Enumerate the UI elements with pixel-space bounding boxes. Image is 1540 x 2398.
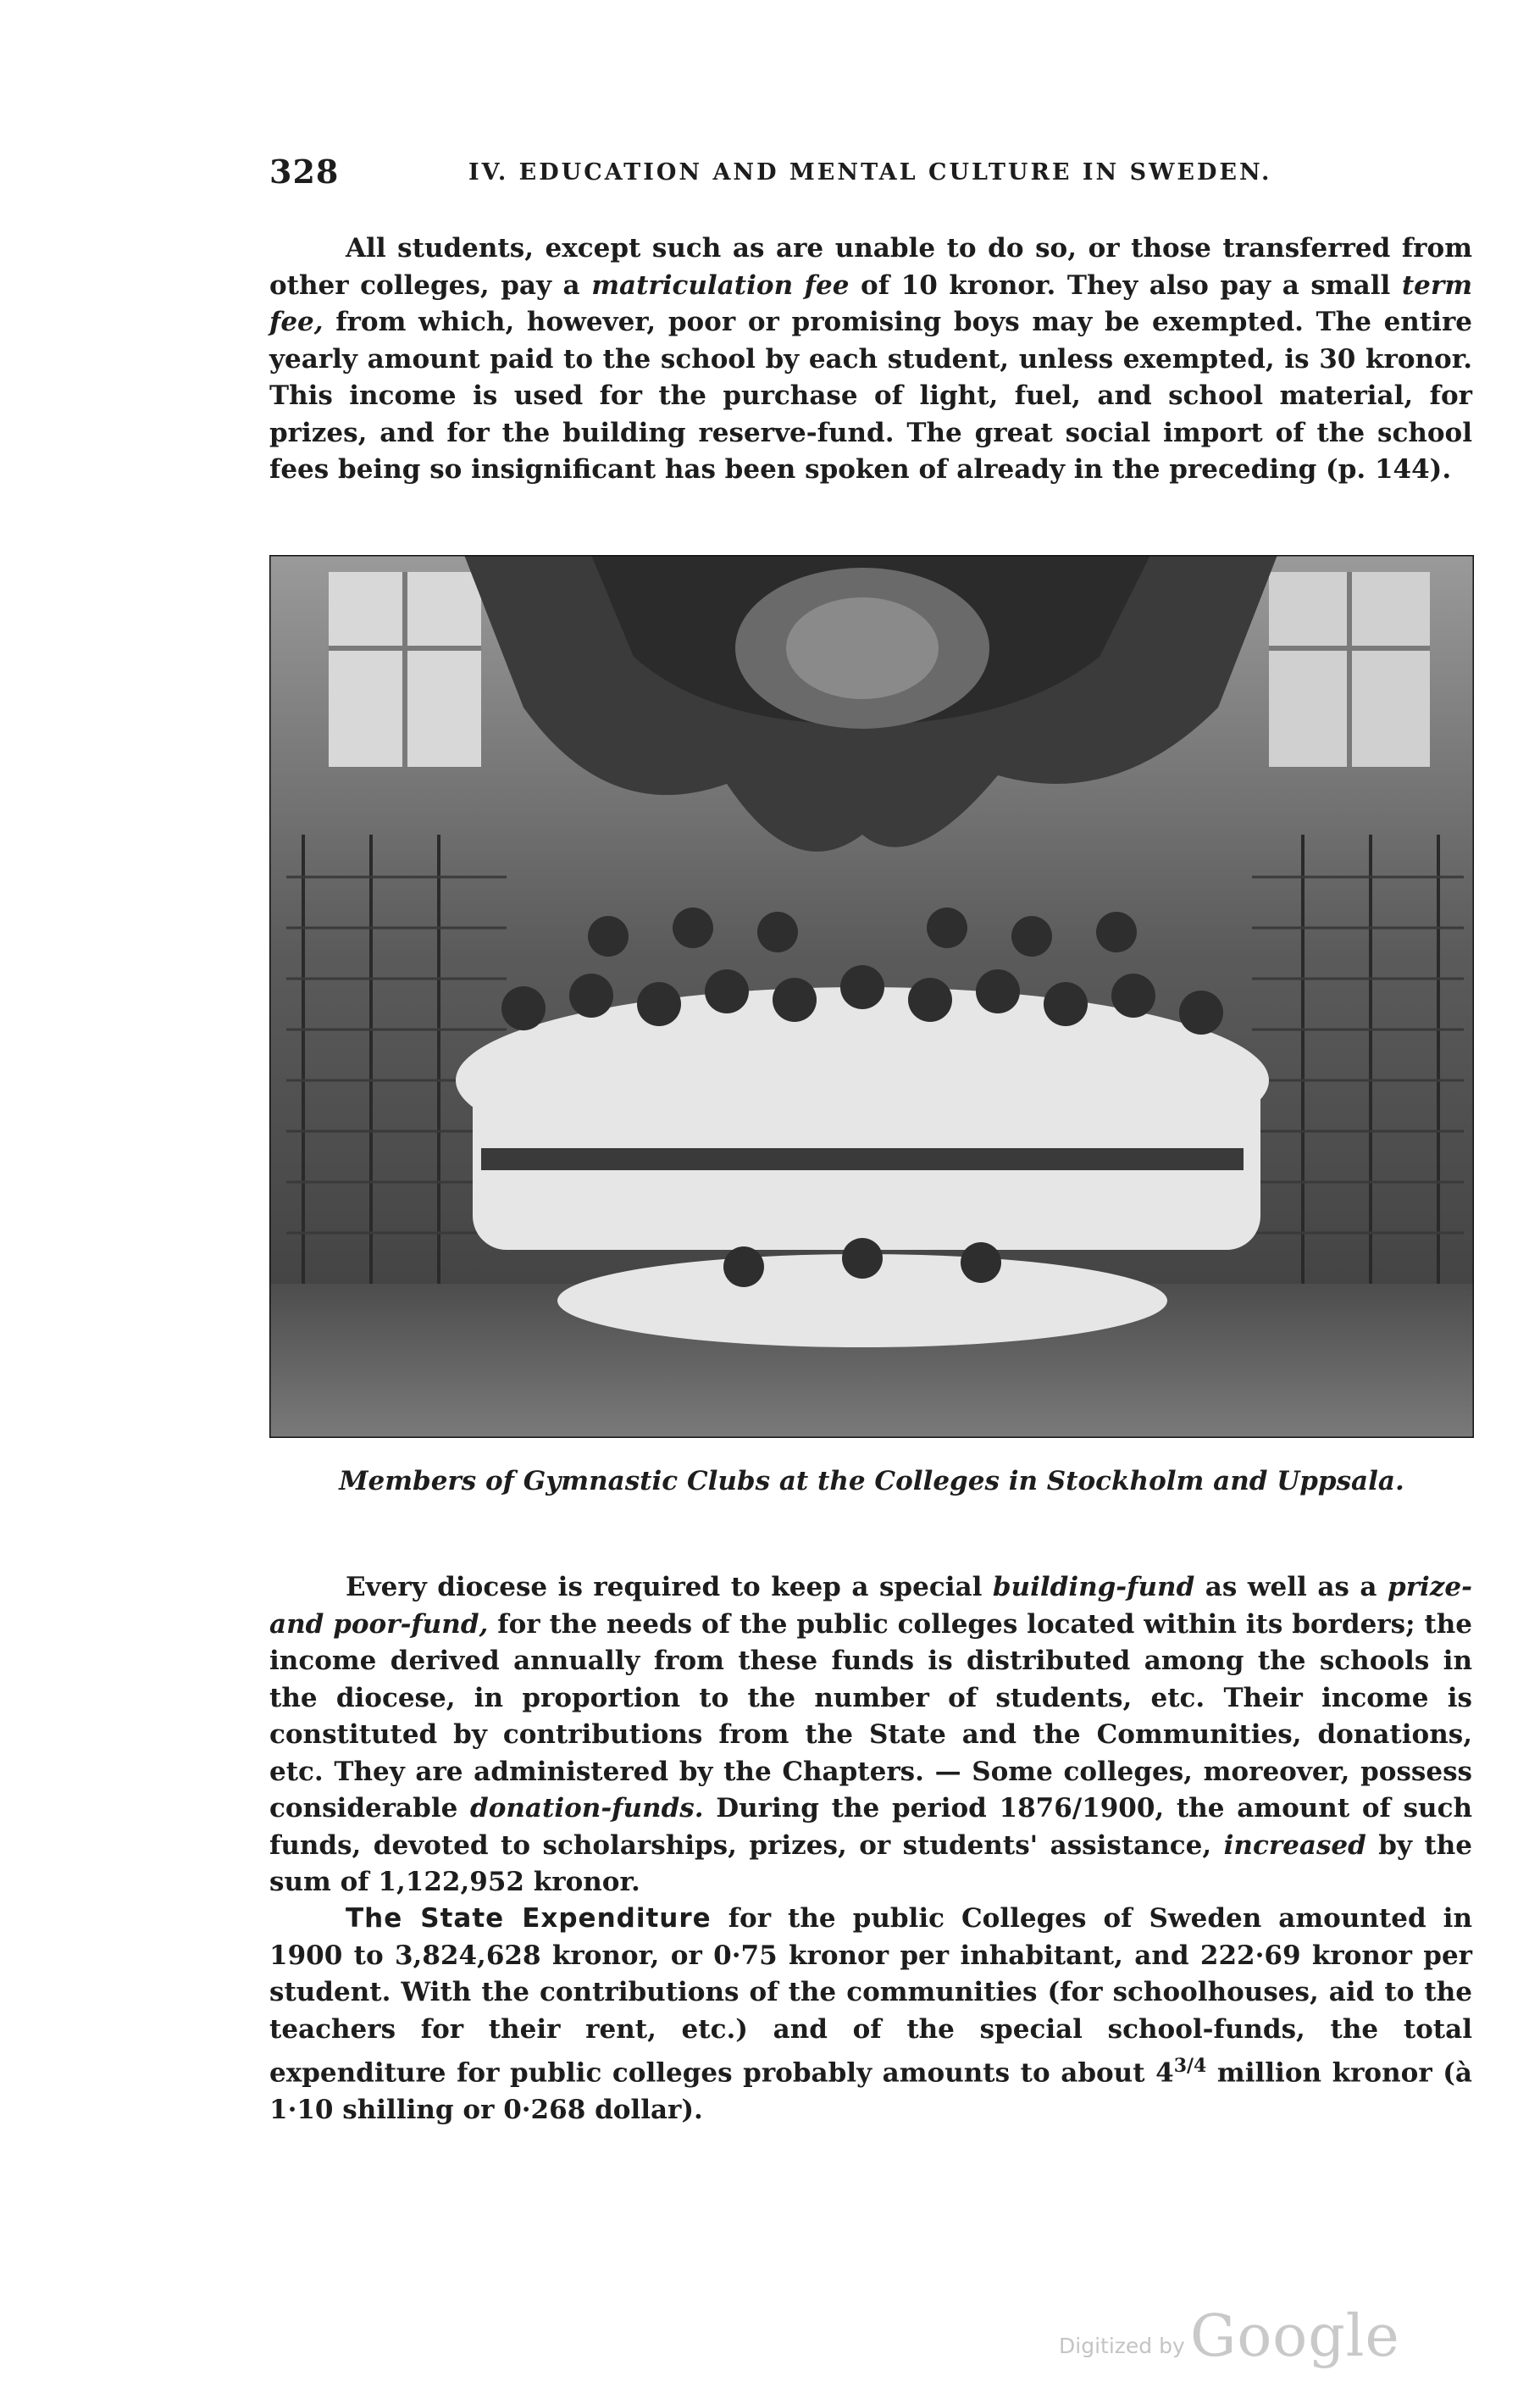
- text-run: as well as a: [1194, 1572, 1388, 1602]
- text-run: All students, except such as are unable to do so, or those transferred from other colleges, pay a: [269, 233, 1472, 301]
- text-run: Every diocese is required to keep a special: [346, 1572, 993, 1602]
- text-run: for the public Colleges of Sweden amounted in 1900 to 3,824,628 kronor, or 0·75 kronor per inhabitant, and 222·69 kronor per student. With the contributions of the communities (for schoolhouses, aid to the teachers for their rent, etc.) and of the special school-funds, the total expenditure for public colleges probably amounts to about 4: [269, 1903, 1472, 2089]
- watermark-prefix: Digitized by: [1059, 2334, 1185, 2358]
- paragraph-funds: [269, 1569, 1472, 1901]
- italic-term: prize- and poor-fund,: [269, 1572, 1472, 1640]
- paragraph-fees: [269, 230, 1472, 489]
- text-run: from which, however, poor or promising boys may be exempted. The entire yearly amount paid to the school by each student, unless exempted, is 30 kronor. This income is used for the purchase of light, fuel, and school material, for prizes, and for the building reserve-fund. The great social import of the school fees being so insignificant has been spoken of already in the preceding (p. 144).: [269, 307, 1472, 485]
- text-run: million kronor (à 1·10 shilling or 0·268 dollar).: [269, 2057, 1472, 2125]
- italic-term: increased: [1223, 1829, 1366, 1861]
- google-watermark: [1059, 2303, 1415, 2370]
- gymnastic-clubs-photo: [269, 555, 1474, 1438]
- google-logo: Google: [1190, 2303, 1400, 2370]
- italic-term: term fee,: [269, 269, 1473, 337]
- text-run: During the period 1876/1900, the amount of such funds, devoted to scholarships, prizes, or students' assistance,: [269, 1793, 1472, 1861]
- text-run: by the sum of 1,122,952 kronor.: [269, 1829, 1472, 1897]
- running-title: IV. EDUCATION AND MENTAL CULTURE IN SWEDEN.: [468, 159, 1272, 186]
- italic-term: donation-funds.: [470, 1793, 704, 1823]
- page-header: [269, 153, 1489, 203]
- text-run: for the needs of the public colleges located within its borders; the income derived annually from these funds is distributed among the schools in the diocese, in proportion to the number of students, etc. Their income is constituted by contributions from the State and the Communities, donations, etc. They are administered by the Chapters. — Some colleges, moreover, possess considerable: [269, 1608, 1473, 1823]
- page-number: 328: [269, 153, 340, 191]
- text-run: of 10 kronor. They also pay a small: [849, 269, 1402, 301]
- figure-caption: Members of Gymnastic Clubs at the Colleges in Stockholm and Uppsala.: [339, 1466, 1404, 1496]
- italic-term: building-fund: [992, 1572, 1195, 1602]
- fraction: 3/4: [1173, 2055, 1207, 2077]
- section-lead: The State Expenditure: [346, 1903, 712, 1934]
- italic-term: matriculation fee: [591, 269, 850, 301]
- paragraph-state-expenditure: [269, 1901, 1472, 2129]
